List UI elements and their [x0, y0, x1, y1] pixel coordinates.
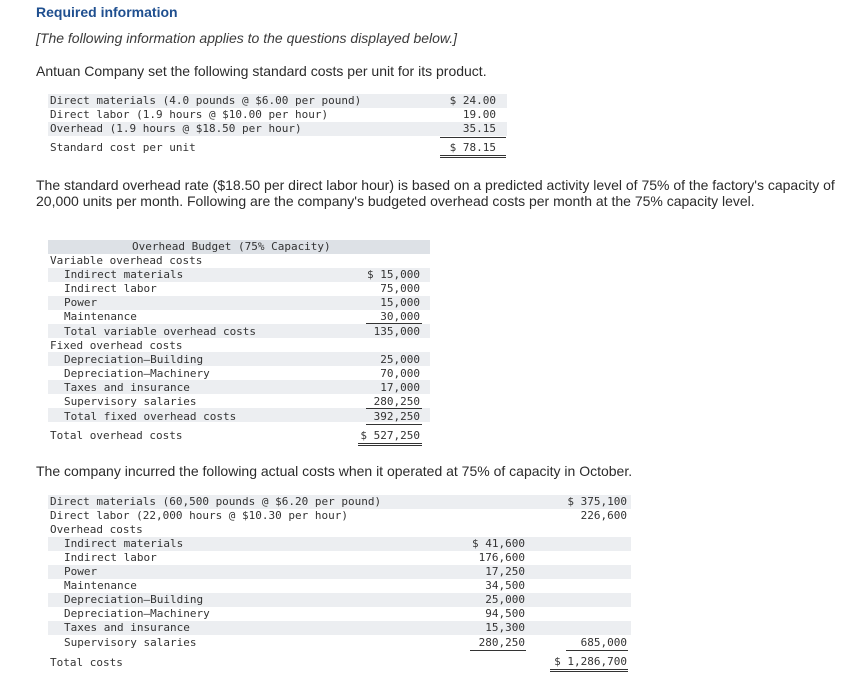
budget-item-label: Power: [64, 296, 98, 309]
actual-overhead-total: 685,000: [580, 636, 627, 649]
budget-item-label: Indirect labor: [64, 282, 157, 295]
actual-dl-label: Direct labor (22,000 hours @ $10.30 per hour): [50, 509, 349, 522]
actual-item-label: Depreciation—Building: [64, 593, 204, 606]
budget-title: Overhead Budget (75% Capacity): [132, 240, 331, 253]
budget-item-value: 15,000: [380, 296, 420, 309]
budget-item-label: Maintenance: [64, 310, 137, 323]
actual-costs-paragraph: The company incurred the following actual costs when it operated at 75% of capacity in October.: [36, 463, 633, 479]
actual-item-label: Depreciation—Machinery: [64, 607, 210, 620]
budget-item-value: 30,000: [380, 310, 420, 323]
budget-item-label: Supervisory salaries: [64, 395, 197, 408]
applies-note: [The following information applies to the questions displayed below.]: [36, 30, 458, 46]
budget-item-value: $ 15,000: [367, 268, 420, 281]
actual-item-label: Indirect labor: [64, 551, 157, 564]
actual-item-label: Power: [64, 565, 98, 578]
actual-item-label: Taxes and insurance: [64, 621, 190, 634]
fixed-total-value: 392,250: [373, 410, 420, 423]
actual-item-value: 280,250: [478, 636, 525, 649]
budget-item-label: Depreciation—Machinery: [64, 367, 210, 380]
actual-item-value: 94,500: [485, 607, 525, 620]
actual-item-label: Maintenance: [64, 579, 137, 592]
budget-item-value: 75,000: [380, 282, 420, 295]
actual-item-label: Supervisory salaries: [64, 636, 197, 649]
actual-dm-label: Direct materials (60,500 pounds @ $6.20 per pound): [50, 495, 382, 508]
grand-total-value: $ 527,250: [360, 429, 420, 442]
actual-total-value: $ 1,286,700: [554, 655, 627, 668]
actual-item-label: Indirect materials: [64, 537, 184, 550]
variable-total-value: 135,000: [373, 325, 420, 338]
actual-dl-value: 226,600: [580, 509, 627, 522]
std-row-value: 19.00: [462, 108, 496, 121]
budget-item-label: Taxes and insurance: [64, 381, 190, 394]
overhead-rate-paragraph: The standard overhead rate ($18.50 per direct labor hour) is based on a predicted activity level of 75% of the factory's capacity of 20,000 units per month. Following are the company's budgeted overhead costs per month at the 75% capacity level.: [36, 177, 835, 209]
grand-total-label: Total overhead costs: [50, 429, 183, 442]
actual-item-value: 25,000: [485, 593, 525, 606]
budget-item-value: 25,000: [380, 353, 420, 366]
budget-item-value: 17,000: [380, 381, 420, 394]
budget-item-value: 280,250: [373, 395, 420, 408]
variable-heading: Variable overhead costs: [50, 254, 203, 267]
intro-text: Antuan Company set the following standard costs per unit for its product.: [36, 63, 487, 79]
std-row-value: $ 24.00: [449, 94, 496, 107]
std-row-label: Direct materials (4.0 pounds @ $6.00 per pound): [50, 94, 362, 107]
budget-item-label: Indirect materials: [64, 268, 184, 281]
std-total-value: $ 78.15: [449, 141, 496, 154]
fixed-total-label: Total fixed overhead costs: [64, 410, 237, 423]
actual-item-value: 17,250: [485, 565, 525, 578]
required-information-title: Required information: [36, 4, 178, 20]
budget-item-label: Depreciation—Building: [64, 353, 204, 366]
variable-total-label: Total variable overhead costs: [64, 325, 257, 338]
actual-item-value: 176,600: [478, 551, 525, 564]
actual-item-value: $ 41,600: [472, 537, 525, 550]
actual-overhead-heading: Overhead costs: [50, 523, 143, 536]
actual-item-value: 34,500: [485, 579, 525, 592]
std-row-label: Direct labor (1.9 hours @ $10.00 per hour): [50, 108, 329, 121]
std-total-label: Standard cost per unit: [50, 141, 196, 154]
actual-total-label: Total costs: [50, 656, 123, 669]
std-row-label: Overhead (1.9 hours @ $18.50 per hour): [50, 122, 302, 135]
fixed-heading: Fixed overhead costs: [50, 339, 183, 352]
actual-item-value: 15,300: [485, 621, 525, 634]
actual-dm-value: $ 375,100: [567, 495, 627, 508]
budget-item-value: 70,000: [380, 367, 420, 380]
std-row-value: 35.15: [462, 122, 496, 135]
